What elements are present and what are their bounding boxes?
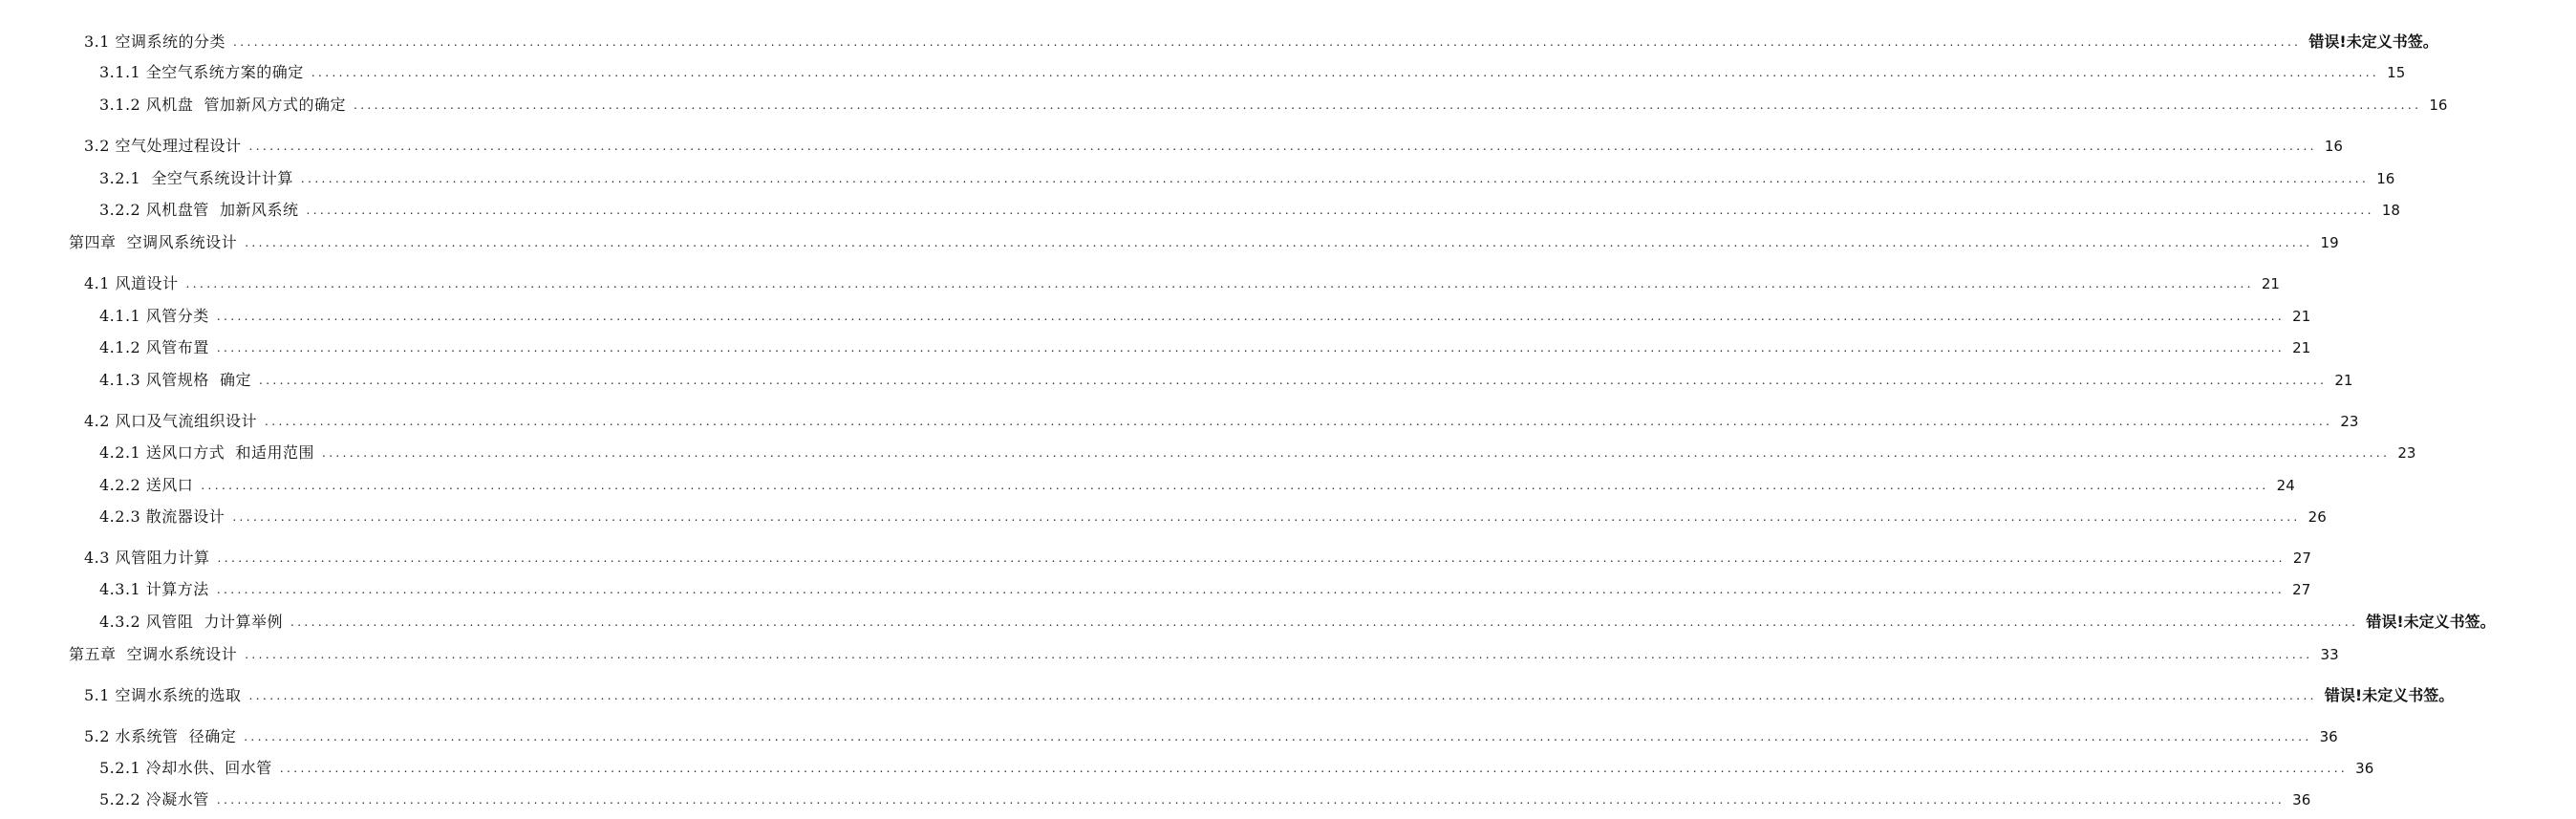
toc-entry-page: 15: [2387, 64, 2406, 81]
toc-entry-title: 3.1 空调系统的分类: [84, 32, 226, 51]
toc-entry-title: 5.2.1 冷却水供、回水管: [99, 759, 272, 777]
toc-entry-page: 错误!未定义书签。: [2308, 32, 2438, 51]
toc-entry-title: 第四章 空调风系统设计: [69, 233, 238, 251]
dot-leader: ............................................................................................................................................................................................................................................................................................................: [353, 98, 2422, 112]
toc-entry-title: 3.2.2 风机盘管 加新风系统: [99, 201, 299, 219]
toc-entry-title: 5.2.2 冷凝水管: [99, 790, 209, 808]
toc-entry[interactable]: [0, 230, 2339, 255]
dot-leader: ............................................................................................................................................................................................................................................................................................................: [216, 341, 2286, 355]
toc-entry[interactable]: [0, 304, 2311, 329]
dot-leader: ............................................................................................................................................................................................................................................................................................................: [232, 510, 2301, 524]
toc-entry-title: 4.3.1 计算方法: [99, 580, 209, 598]
toc-entry-page: 23: [2397, 444, 2416, 462]
toc-entry-page: 16: [2376, 170, 2395, 187]
toc-entry[interactable]: [0, 271, 2280, 296]
toc-entry-title: 4.1.2 风管布置: [99, 338, 209, 356]
toc-entry-page: 16: [2429, 97, 2448, 114]
toc-entry[interactable]: [0, 134, 2343, 159]
toc-entry-page: 21: [2334, 372, 2353, 389]
toc-entry-page: 33: [2320, 646, 2339, 663]
toc-entry[interactable]: [0, 787, 2311, 812]
toc-entry[interactable]: [0, 60, 2406, 85]
toc-entry[interactable]: [0, 756, 2374, 781]
dot-leader: ............................................................................................................................................................................................................................................................................................................: [245, 648, 2313, 661]
toc-entry-page: 21: [2292, 308, 2311, 325]
toc-entry-title: 4.2.2 送风口: [99, 476, 194, 494]
toc-entry[interactable]: [0, 30, 2438, 54]
toc-entry-title: 4.1.3 风管规格 确定: [99, 371, 251, 389]
dot-leader: ............................................................................................................................................................................................................................................................................................................: [248, 689, 2317, 702]
dot-leader: ............................................................................................................................................................................................................................................................................................................: [279, 762, 2349, 775]
toc-entry-page: 24: [2276, 477, 2295, 494]
toc-entry-title: 5.1 空调水系统的选取: [84, 686, 242, 704]
toc-entry-title: 4.1.1 风管分类: [99, 307, 209, 325]
toc-entry-page: 18: [2381, 202, 2400, 219]
toc-entry[interactable]: [0, 473, 2295, 498]
toc-entry[interactable]: [0, 166, 2395, 191]
toc-entry-title: 第五章 空调水系统设计: [69, 645, 238, 663]
dot-leader: ............................................................................................................................................................................................................................................................................................................: [306, 204, 2374, 217]
dot-leader: ............................................................................................................................................................................................................................................................................................................: [185, 277, 2254, 291]
toc-entry-title: 4.2 风口及气流组织设计: [84, 412, 258, 430]
dot-leader: ............................................................................................................................................................................................................................................................................................................: [216, 793, 2286, 807]
toc-entry-page: 16: [2324, 138, 2343, 155]
dot-leader: ............................................................................................................................................................................................................................................................................................................: [248, 140, 2317, 153]
toc-entry-title: 5.2 水系统管 径确定: [84, 727, 237, 745]
toc-entry-page: 27: [2292, 581, 2311, 598]
dot-leader: ............................................................................................................................................................................................................................................................................................................: [245, 236, 2313, 249]
toc-entry-title: 3.2 空气处理过程设计: [84, 137, 242, 155]
toc-entry[interactable]: [0, 335, 2311, 360]
toc-entry-title: 3.1.2 风机盘 管加新风方式的确定: [99, 96, 346, 114]
toc-entry[interactable]: [0, 610, 2496, 635]
dot-leader: ............................................................................................................................................................................................................................................................................................................: [244, 730, 2312, 744]
dot-leader: ............................................................................................................................................................................................................................................................................................................: [216, 310, 2286, 323]
toc-entry-title: 4.1 风道设计: [84, 274, 179, 292]
dot-leader: ............................................................................................................................................................................................................................................................................................................: [201, 479, 2269, 492]
toc-entry-page: 27: [2292, 550, 2311, 567]
toc-entry-page: 21: [2292, 339, 2311, 356]
dot-leader: ............................................................................................................................................................................................................................................................................................................: [216, 583, 2286, 596]
toc-entry-page: 错误!未定义书签。: [2324, 686, 2455, 704]
toc-entry-title: 4.3.2 风管阻 力计算举例: [99, 613, 283, 631]
toc-entry[interactable]: [0, 577, 2311, 602]
toc-entry-page: 36: [2319, 728, 2338, 745]
toc-entry-page: 23: [2340, 413, 2359, 430]
dot-leader: ............................................................................................................................................................................................................................................................................................................: [290, 615, 2359, 629]
dot-leader: ............................................................................................................................................................................................................................................................................................................: [300, 172, 2370, 185]
dot-leader: ............................................................................................................................................................................................................................................................................................................: [217, 551, 2286, 565]
toc-entry[interactable]: [0, 441, 2416, 465]
toc-entry-title: 3.2.1 全空气系统设计计算: [99, 169, 293, 187]
toc-entry[interactable]: [0, 683, 2455, 708]
toc-entry-title: 4.3 风管阻力计算: [84, 549, 210, 567]
toc-entry-page: 36: [2292, 791, 2311, 808]
toc-entry[interactable]: [0, 409, 2359, 434]
dot-leader: ............................................................................................................................................................................................................................................................................................................: [265, 415, 2333, 428]
dot-leader: ............................................................................................................................................................................................................................................................................................................: [258, 374, 2328, 387]
toc-entry-title: 4.2.3 散流器设计: [99, 507, 225, 526]
toc-entry-page: 19: [2320, 234, 2339, 251]
toc-entry[interactable]: [0, 368, 2353, 393]
toc-entry-title: 4.2.1 送风口方式 和适用范围: [99, 443, 314, 462]
toc-entry[interactable]: [0, 546, 2311, 571]
toc-entry-title: 3.1.1 全空气系统方案的确定: [99, 63, 304, 81]
dot-leader: ............................................................................................................................................................................................................................................................................................................: [233, 35, 2302, 49]
toc-entry-page: 36: [2355, 760, 2374, 777]
toc-entry[interactable]: [0, 198, 2400, 223]
toc-entry[interactable]: [0, 93, 2448, 118]
dot-leader: ............................................................................................................................................................................................................................................................................................................: [311, 66, 2380, 79]
toc-entry[interactable]: [0, 642, 2339, 667]
dot-leader: ............................................................................................................................................................................................................................................................................................................: [321, 446, 2391, 460]
toc-entry-page: 26: [2308, 508, 2327, 526]
toc-entry[interactable]: [0, 724, 2338, 749]
toc-entry[interactable]: [0, 505, 2327, 529]
toc-entry-page: 21: [2261, 275, 2280, 292]
toc-entry-page: 错误!未定义书签。: [2366, 613, 2496, 631]
